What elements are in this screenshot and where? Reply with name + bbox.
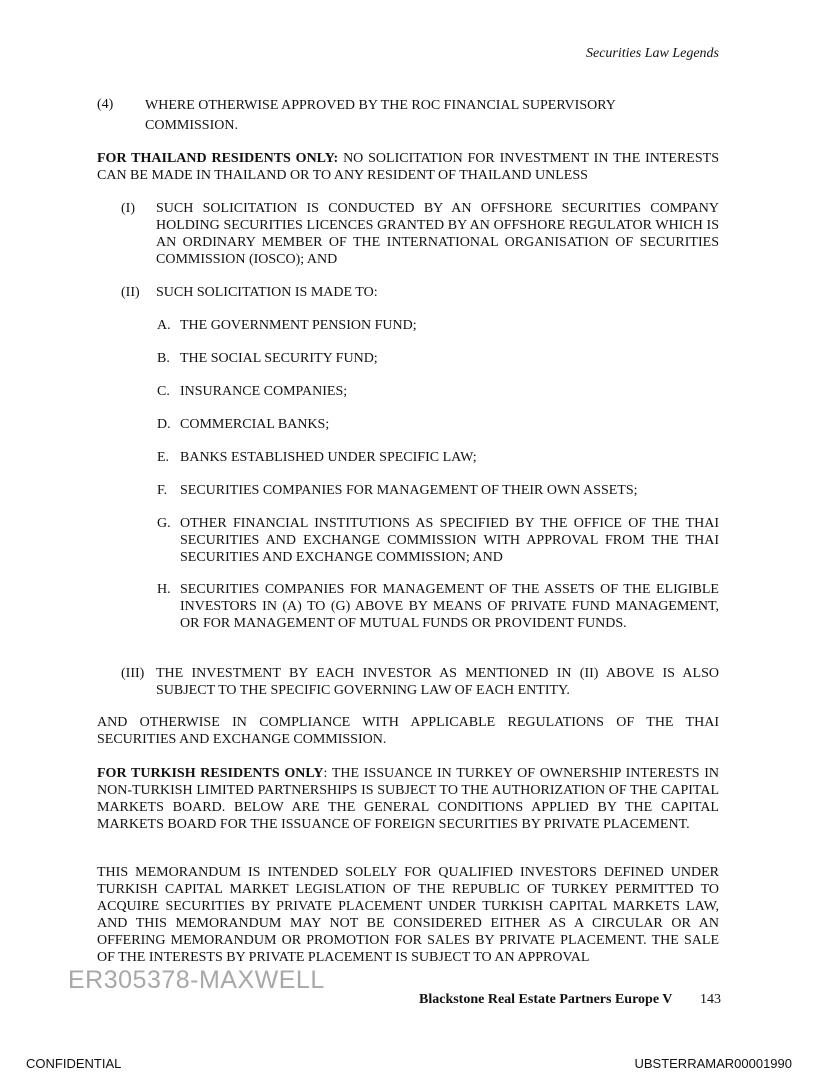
item-text: SUCH SOLICITATION IS MADE TO:: [156, 285, 378, 300]
item-letter: A.: [157, 318, 171, 333]
footer-fund-title: Blackstone Real Estate Partners Europe V: [419, 992, 673, 1007]
thailand-heading: FOR THAILAND RESIDENTS ONLY:: [97, 151, 339, 166]
item-letter: H.: [157, 582, 171, 597]
bates-number: UBSTERRAMAR00001990: [634, 1056, 792, 1071]
item-text: WHERE OTHERWISE APPROVED BY THE ROC FINANCIAL SUPERVISORY COMMISSION.: [145, 98, 616, 133]
thailand-intro-paragraph: [97, 150, 719, 184]
item-letter: B.: [157, 351, 170, 366]
item-letter: F.: [157, 483, 168, 498]
item-letter: C.: [157, 384, 170, 399]
item-text: INSURANCE COMPANIES;: [180, 384, 348, 399]
item-number: (III): [121, 666, 145, 681]
page-number: 143: [700, 992, 721, 1007]
item-letter: G.: [157, 516, 171, 531]
item-text: SUCH SOLICITATION IS CONDUCTED BY AN OFFSHORE SECURITIES COMPANY HOLDING SECURITIES LICENCES GRANTED BY AN OFFSHORE REGULATOR WHICH IS AN ORDINARY MEMBER OF THE INTERNATIONAL ORGANISATION OF SECURITIES COMMISSION (IOSCO); AND: [156, 201, 719, 267]
watermark: ER305378-MAXWELL: [68, 966, 325, 994]
item-text: BANKS ESTABLISHED UNDER SPECIFIC LAW;: [180, 450, 477, 465]
turkey-intro-text: : THE ISSUANCE IN TURKEY OF OWNERSHIP INTERESTS IN NON-TURKISH LIMITED PARTNERSHIPS IS SUBJECT TO THE AUTHORIZATION OF THE CAPITAL MARKETS BOARD. BELOW ARE THE GENERAL CONDITIONS APPLIED BY THE CAPITAL MARKETS BOARD FOR THE ISSUANCE OF FOREIGN SECURITIES BY PRIVATE PLACEMENT.: [97, 766, 719, 832]
item-text: THE GOVERNMENT PENSION FUND;: [180, 318, 417, 333]
item-number: (II): [121, 285, 140, 300]
item-number: (I): [121, 201, 135, 216]
item-text: SECURITIES COMPANIES FOR MANAGEMENT OF THE ASSETS OF THE ELIGIBLE INVESTORS IN (A) TO (G) ABOVE BY MEANS OF PRIVATE FUND MANAGEMENT, OR FOR MANAGEMENT OF MUTUAL FUNDS OR PROVIDENT FUNDS.: [180, 582, 719, 631]
item-text: SECURITIES COMPANIES FOR MANAGEMENT OF THEIR OWN ASSETS;: [180, 483, 638, 498]
confidential-label: CONFIDENTIAL: [26, 1056, 122, 1071]
thailand-intro-text: NO SOLICITATION FOR INVESTMENT IN THE INTERESTS CAN BE MADE IN THAILAND OR TO ANY RESIDENT OF THAILAND UNLESS: [97, 151, 719, 183]
running-header: Securities Law Legends: [586, 46, 719, 61]
thailand-closing-paragraph: AND OTHERWISE IN COMPLIANCE WITH APPLICABLE REGULATIONS OF THE THAI SECURITIES AND EXCHANGE COMMISSION.: [97, 715, 719, 747]
turkey-intro-paragraph: [97, 765, 719, 833]
item-number: (4): [97, 97, 114, 112]
item-letter: D.: [157, 417, 171, 432]
turkey-heading: FOR TURKISH RESIDENTS ONLY: [97, 766, 324, 781]
item-letter: E.: [157, 450, 170, 465]
turkey-memorandum-paragraph: THIS MEMORANDUM IS INTENDED SOLELY FOR QUALIFIED INVESTORS DEFINED UNDER TURKISH CAPITAL MARKET LEGISLATION OF THE REPUBLIC OF TURKEY PERMITTED TO ACQUIRE SECURITIES BY PRIVATE PLACEMENT UNDER TURKISH CAPITAL MARKETS LAW, AND THIS MEMORANDUM MAY NOT BE CONSIDERED EITHER AS A CIRCULAR OR AN OFFERING MEMORANDUM OR PROMOTION FOR SALES BY PRIVATE PLACEMENT. THE SALE OF THE INTERESTS BY PRIVATE PLACEMENT IS SUBJECT TO AN APPROVAL: [97, 865, 719, 965]
item-text: OTHER FINANCIAL INSTITUTIONS AS SPECIFIED BY THE OFFICE OF THE THAI SECURITIES AND EXCHANGE COMMISSION WITH APPROVAL FROM THE THAI SECURITIES AND EXCHANGE COMMISSION; AND: [180, 516, 719, 565]
item-text: THE SOCIAL SECURITY FUND;: [180, 351, 378, 366]
item-text: THE INVESTMENT BY EACH INVESTOR AS MENTIONED IN (II) ABOVE IS ALSO SUBJECT TO THE SPECIFIC GOVERNING LAW OF EACH ENTITY.: [156, 666, 719, 698]
item-text: COMMERCIAL BANKS;: [180, 417, 330, 432]
